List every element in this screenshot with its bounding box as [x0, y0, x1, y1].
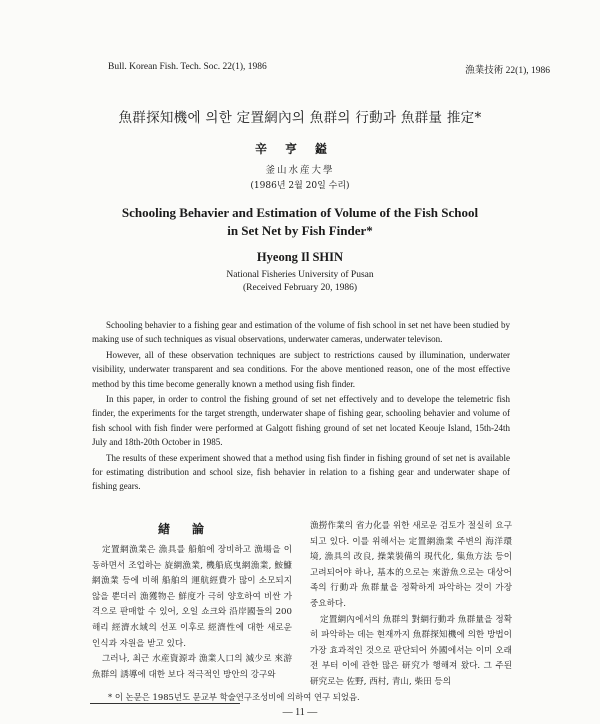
abstract-paragraph: Schooling behavier to a fishing gear and estimation of the volume of fish school in set net have been studied by making use of such techniques as visual observations, underwater cameras, underwater televison.: [92, 320, 510, 345]
english-author: Hyeong Il SHIN: [256, 250, 344, 264]
english-received-date: (Received February 20, 1986): [243, 282, 357, 293]
english-title: [0, 204, 600, 240]
body-paragraph: 漁撈作業의 省力化를 위한 새로운 검토가 절실히 요구되고 있다. 이를 위해서는 定置網漁業 주변의 海洋環境, 漁具의 改良, 操業裝備의 現代化, 集魚方法 등이 고려되어야 하나, 基本的으로는 來游魚으로는 대상어족의 行動과 魚群量을 정확하게 파악하는 것이 가장 중요하다.: [310, 521, 512, 609]
korean-author: 辛亨鎰: [254, 142, 345, 156]
footnote-rule: [90, 703, 240, 704]
korean-received-date: (1986년 2월 20일 수리): [250, 181, 350, 191]
body-column-right: [310, 519, 512, 691]
journal-header-right: 漁業技術 22(1), 1986: [465, 66, 550, 76]
footnote: * 이 논문은 1985년도 문교부 학술연구조성비에 의하여 연구 되었음.: [108, 692, 360, 702]
english-affiliation: National Fisheries University of Pusan: [226, 270, 374, 280]
body-paragraph: 定置網內에서의 魚群의 對網行動과 魚群量을 정확히 파악하는 데는 현재까지 魚群探知機에 의한 방법이 가장 효과적인 것으로 판단되어 外國에서는 이미 오래전 부터 이에 관한 많은 研究가 행해져 왔다. 그 주된 研究로는 佐野, 西村, 青山, 柴田 등의: [310, 614, 512, 687]
journal-header-left: Bull. Korean Fish. Tech. Soc. 22(1), 1986: [108, 62, 267, 72]
body-column-left: [92, 543, 292, 683]
body-paragraph: 定置網漁業은 漁具를 船舶에 장비하고 漁場을 이동하면서 조업하는 旋網漁業, 機船底曳網漁業, 鮟鱇網漁業 등에 비해 船舶의 運航經費가 많이 소모되지 않을 뿐더러 漁獲物은 鮮度가 극히 양호하여 비싼 가격으로 판매할 수 있어, 오일 쇼크와 沿岸國들의 200해리 經濟水域의 선포 이후로 經濟性에 대한 새로운 인식과 자원을 받고 있다.: [92, 545, 292, 649]
section-heading: 緖論: [157, 522, 226, 536]
english-title-line-2: in Set Net by Fish Finder*: [227, 223, 373, 238]
korean-affiliation: 釜山水産大學: [265, 165, 335, 176]
abstract-paragraph: In this paper, in order to control the fishing ground of set net effectively and to develope the telemetric fish finder, the experiments for the target strength, underwater shape of fishing gear, schooling behavier and volume of fish school with fish finder were performed at Galgott fishing ground of set net located Keouje Island, 15th-24th July and 18th-20th October in 1985.: [92, 394, 510, 448]
body-paragraph: 그러나, 최근 水産資源과 漁業人口의 減少로 來游魚群의 誘導에 대한 보다 적극적인 방안의 강구와: [92, 654, 292, 680]
abstract-paragraph: However, all of these observation techniques are subject to restrictions caused by illumination, underwater visibility, underwater transparent and sea conditions. For the above mentioned reason, one of the most effective method by this time become generally known a method using fish finder.: [92, 349, 510, 389]
korean-title: 魚群探知機에 의한 定置網內의 魚群의 行動과 魚群量 推定*: [118, 110, 482, 126]
abstract: [92, 318, 510, 495]
english-affiliation-block: [0, 269, 600, 294]
abstract-paragraph: The results of these experiment showed that a method using fish finder in fishing ground of set net is available for estimating distribution and school size, fish behavier in relation to a fishing gear and underwater shape of fishing gears.: [92, 452, 510, 492]
english-title-line-1: Schooling Behavier and Estimation of Volume of the Fish School: [121, 205, 479, 220]
page-number: — 11 —: [282, 707, 318, 718]
